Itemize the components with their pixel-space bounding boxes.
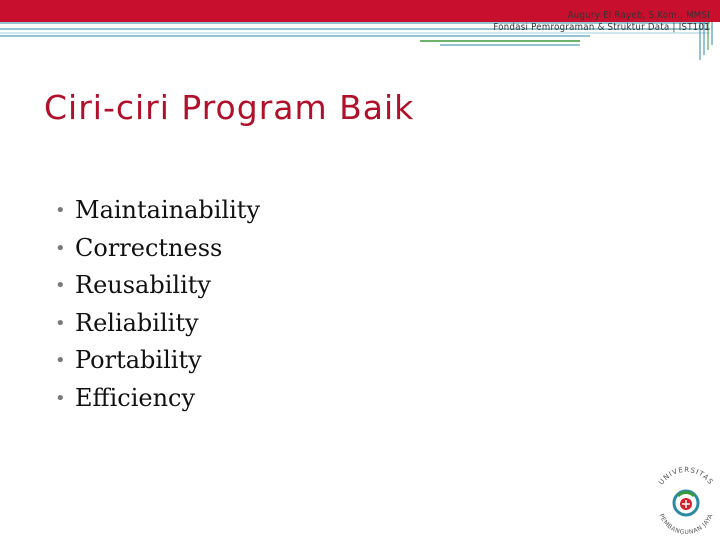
bullet-text: Reusability xyxy=(75,271,211,299)
author-name: Augury El Rayeb, S.Kom., MMSI xyxy=(567,10,710,21)
bullet-icon: • xyxy=(55,200,66,221)
header-info xyxy=(493,10,710,34)
list-item xyxy=(55,380,260,418)
bullet-icon: • xyxy=(55,237,66,259)
list-item xyxy=(55,305,260,343)
bullet-icon: • xyxy=(55,350,66,371)
bullet-icon: • xyxy=(55,275,66,296)
bullet-text: Portability xyxy=(75,346,202,374)
list-item xyxy=(55,342,260,380)
slide-title: Ciri-ciri Program Baik xyxy=(44,88,415,127)
bullet-text: Correctness xyxy=(75,233,223,262)
list-item xyxy=(55,192,260,230)
bullet-text: Maintainability xyxy=(75,196,261,224)
svg-text:UNIVERSITAS: UNIVERSITAS xyxy=(657,465,715,487)
svg-text:PEMBANGUNAN JAYA: PEMBANGUNAN JAYA xyxy=(657,512,715,537)
bullet-icon: • xyxy=(55,312,66,334)
list-item xyxy=(55,267,260,305)
bullet-text: Efficiency xyxy=(75,383,196,412)
course-name: Fondasi Pemrograman & Struktur Data | IST101 xyxy=(493,22,710,33)
bullet-icon: • xyxy=(55,387,66,409)
bullet-text: Reliability xyxy=(75,308,199,337)
list-item xyxy=(55,230,260,268)
university-logo xyxy=(648,458,720,540)
bullet-list xyxy=(55,192,260,417)
